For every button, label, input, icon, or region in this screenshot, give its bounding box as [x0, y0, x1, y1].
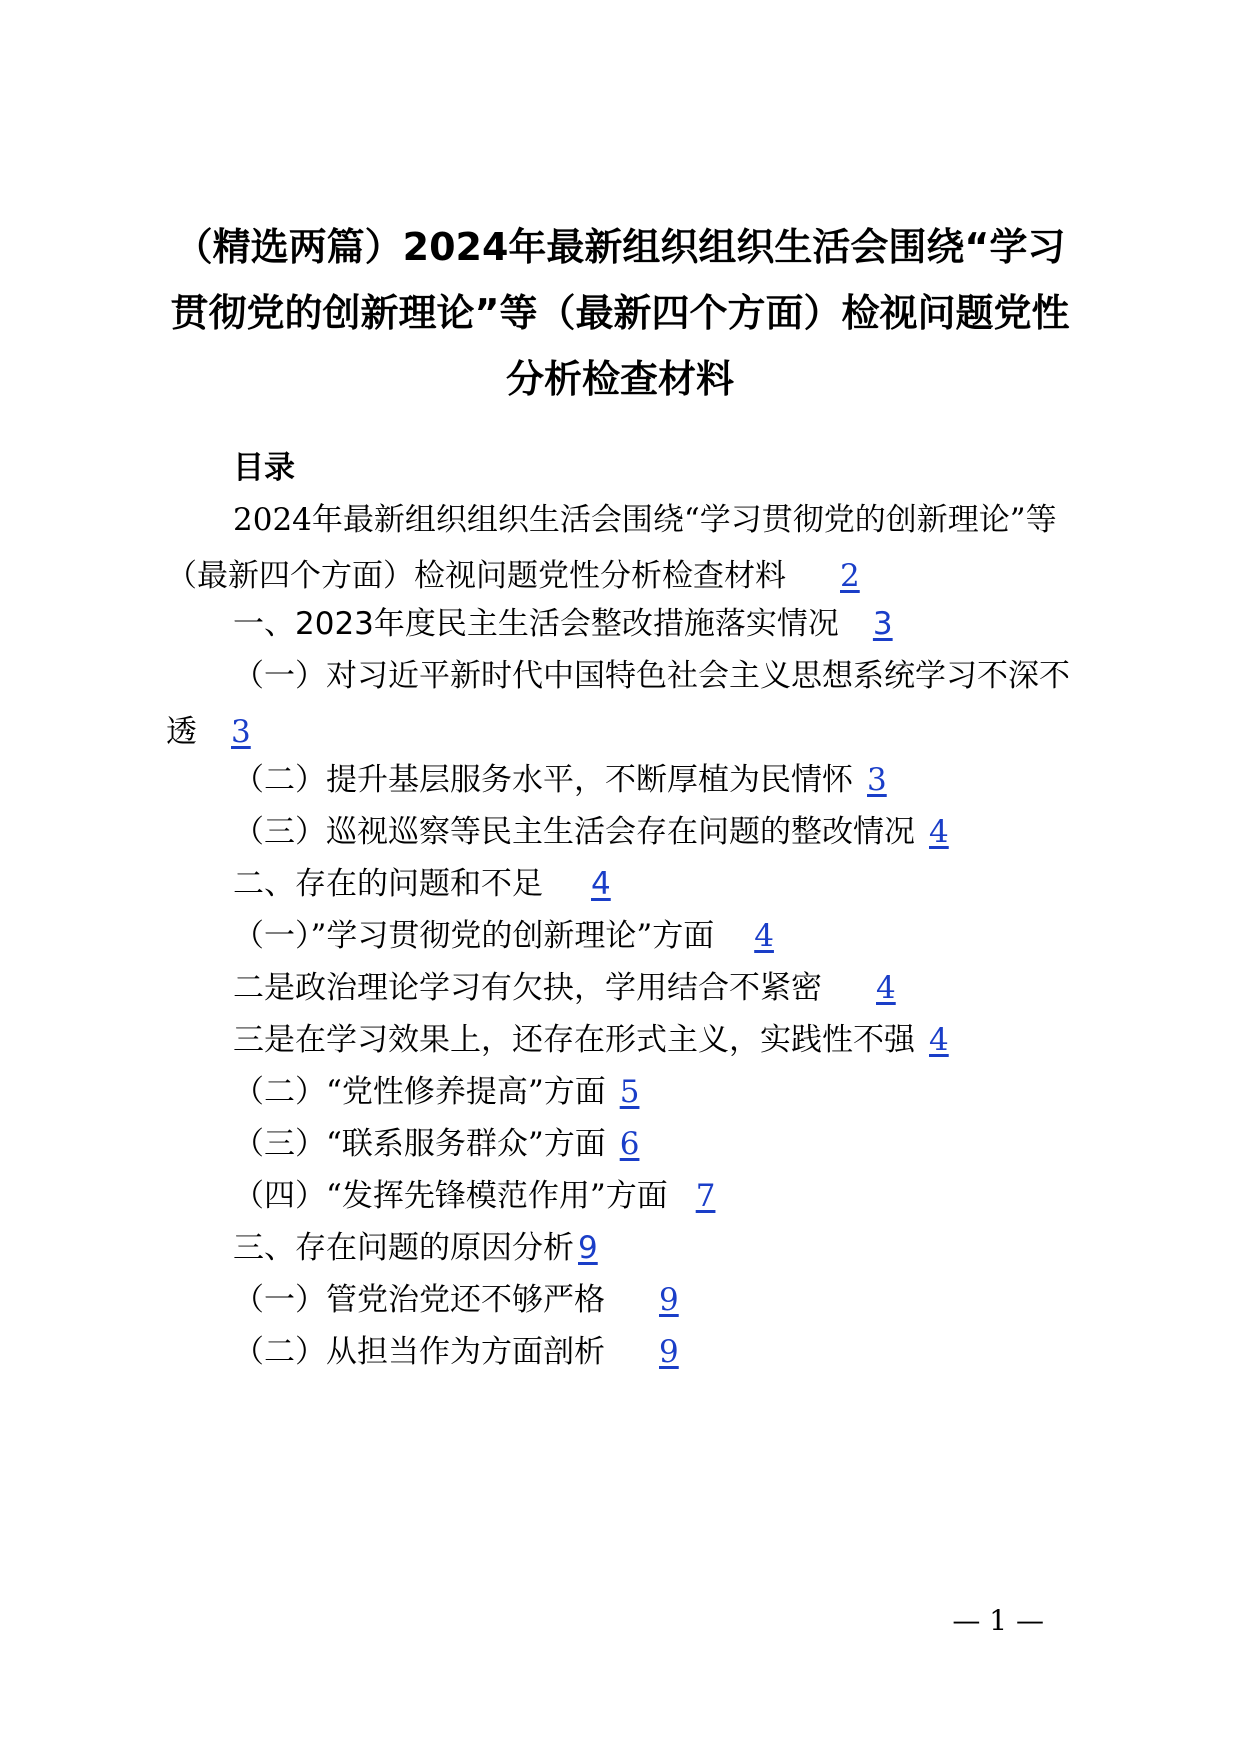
toc-page-link[interactable]: 4 — [591, 866, 611, 902]
toc-entry-text: 二是政治理论学习有欠抉，学用结合不紧密 — [233, 970, 822, 1006]
toc-entry — [233, 1272, 1090, 1328]
toc-page-link[interactable]: 5 — [619, 1074, 640, 1110]
toc-entry — [233, 1116, 1090, 1172]
toc-entry-text: （一）管党治党还不够严格 — [233, 1282, 605, 1318]
toc-heading: 目录 — [233, 450, 295, 486]
toc-page-link[interactable]: 4 — [754, 918, 774, 954]
toc-entry — [233, 1168, 1090, 1224]
toc-entry-text: （一）对习近平新时代中国特色社会主义思想系统学习不深不透 — [166, 658, 1070, 750]
toc-entry-text: （四）“发挥先锋模范作用”方面 — [233, 1178, 668, 1214]
page-number-footer: — 1 — — [952, 1604, 1044, 1637]
toc-entry — [166, 648, 1090, 760]
document-title: （精选两篇）2024年最新组织组织生活会围绕“学习贯彻党的创新理论”等（最新四个方面）检视问题党性分析检查材料 — [170, 225, 1070, 401]
toc-page-link[interactable]: 4 — [876, 970, 896, 1006]
toc-entry-text: 三、存在问题的原因分析 — [233, 1230, 574, 1266]
toc-page-link[interactable]: 7 — [695, 1178, 716, 1214]
toc-page-link[interactable]: 4 — [929, 814, 949, 850]
toc-entry — [233, 856, 1090, 912]
toc-entry-text: 一、2023年度民主生活会整改措施落实情况 — [233, 606, 839, 642]
toc-page-link[interactable]: 4 — [929, 1022, 949, 1058]
toc-entry-text: （三）巡视巡察等民主生活会存在问题的整改情况 — [233, 814, 915, 850]
toc-entry — [233, 804, 1090, 860]
toc-entry-text: 二、存在的问题和不足 — [233, 866, 543, 902]
toc-page-link[interactable]: 3 — [231, 714, 251, 750]
toc-entry-text: （二）“党性修养提高”方面 — [233, 1074, 606, 1110]
toc-entry — [233, 752, 1090, 808]
toc-entry — [233, 1064, 1090, 1120]
toc-entry — [233, 960, 1090, 1016]
toc-entry — [233, 1220, 1090, 1276]
toc-entry — [233, 596, 1090, 652]
toc-entry — [233, 908, 1090, 964]
toc-entry-text: 2024年最新组织组织生活会围绕“学习贯彻党的创新理论”等（最新四个方面）检视问题党性分析检查材料 — [166, 502, 1057, 594]
toc-page-link[interactable]: 9 — [659, 1282, 679, 1318]
toc-page-link[interactable]: 9 — [578, 1230, 598, 1266]
toc-page-link[interactable]: 2 — [840, 558, 860, 594]
toc-page-link[interactable]: 3 — [867, 762, 887, 798]
toc-entry — [166, 492, 1090, 604]
toc-entry — [233, 1324, 1090, 1380]
toc-entry-text: （二）从担当作为方面剖析 — [233, 1334, 605, 1370]
toc-page-link[interactable]: 6 — [619, 1126, 640, 1162]
toc-page-link[interactable]: 9 — [659, 1334, 679, 1370]
toc-page-link[interactable]: 3 — [872, 606, 893, 642]
toc-entry-text: 三是在学习效果上，还存在形式主义，实践性不强 — [233, 1022, 915, 1058]
toc-entry-text: （三）“联系服务群众”方面 — [233, 1126, 606, 1162]
toc-entry-text: （一）”学习贯彻党的创新理论”方面 — [233, 918, 715, 954]
toc-entry — [233, 1012, 1090, 1068]
toc-entry-text: （二）提升基层服务水平，不断厚植为民情怀 — [233, 762, 853, 798]
